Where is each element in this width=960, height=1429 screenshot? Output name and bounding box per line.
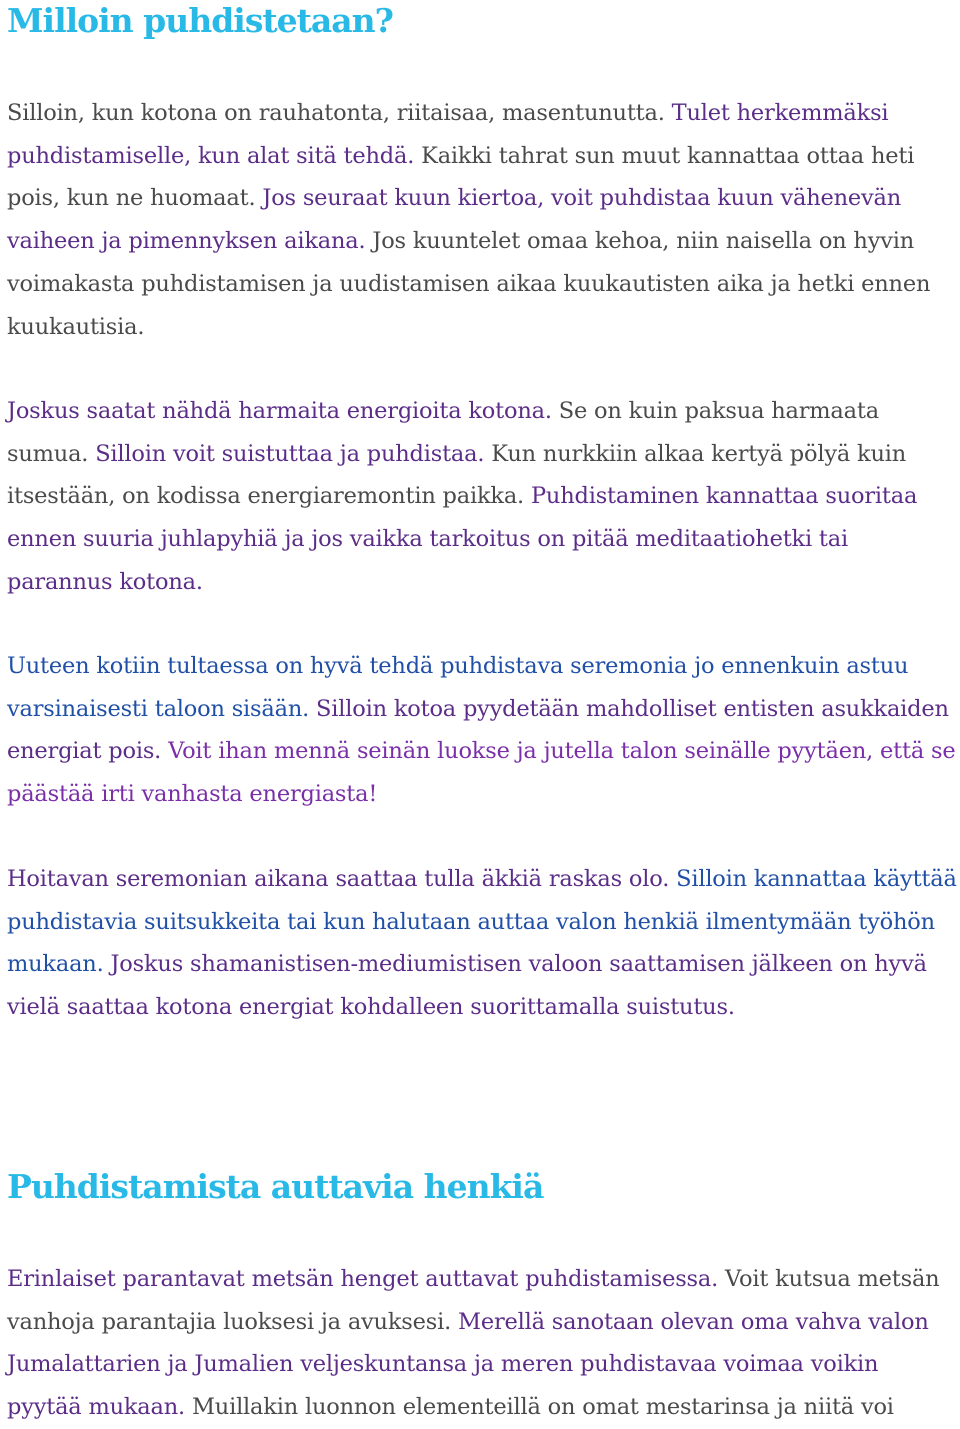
text-run: Joskus saatat nähdä harmaita energioita kotona. — [7, 398, 559, 424]
text-run: vanhoja parantajia luoksesi ja avuksesi. — [7, 1308, 458, 1335]
text-run: Voit kutsua metsän — [725, 1266, 940, 1292]
text-run: Jos seuraat kuun kiertoa, voit puhdistaa kuun vähenevän — [262, 185, 902, 212]
text-run: sumua. — [7, 440, 96, 467]
paragraph-line — [7, 433, 917, 476]
text-run: Joskus shamanistisen-mediumistisen valoon saattamisen jälkeen on hyvä — [110, 951, 927, 978]
text-run: Erinlaiset parantavat metsän henget auttavat puhdistamisessa. — [7, 1266, 726, 1292]
text-run: vielä saattaa kotona energiat kohdalleen suorittamalla suistutus. — [7, 994, 735, 1021]
text-run: Puhdistaminen kannattaa suoritaa — [530, 483, 918, 510]
text-run: Jumalattarien ja Jumalien veljeskuntansa ja meren puhdistavaa voimaa voikin — [7, 1351, 879, 1378]
text-run: Jos kuuntelet omaa kehoa, niin naisella on hyvin — [372, 228, 915, 255]
text-run: Silloin kotoa pyydetään mahdolliset entisten asukkaiden — [316, 695, 949, 722]
text-run: itsestään, on kodissa energiaremontin paikka. — [7, 483, 531, 510]
paragraph-line — [7, 135, 930, 178]
paragraph-line — [7, 645, 955, 688]
text-run: päästää irti vanhasta energiasta! — [7, 781, 378, 808]
paragraph-3 — [7, 645, 955, 816]
paragraph-line — [7, 220, 930, 263]
paragraph-line — [7, 773, 955, 816]
paragraph-line — [7, 943, 957, 986]
text-run: Kaikki tahrat sun muut kannattaa ottaa heti — [421, 142, 915, 169]
section-heading-puhdistamista: Puhdistamista auttavia henkiä — [7, 1167, 544, 1206]
text-run: Kun nurkkiin alkaa kertyä pölyä kuin — [491, 440, 907, 467]
paragraph-line — [7, 92, 930, 135]
paragraph-line — [7, 561, 917, 604]
text-run: Silloin voit suistuttaa ja puhdistaa. — [95, 440, 492, 467]
text-run: Uuteen kotiin tultaessa on hyvä tehdä puhdistava seremonia jo ennenkuin astuu — [7, 653, 909, 679]
text-run: Merellä sanotaan olevan oma vahva valon — [458, 1308, 929, 1335]
text-run: energiat pois. — [7, 738, 169, 765]
text-run: puhdistamiselle, kun alat sitä tehdä. — [7, 142, 422, 169]
text-run: Se on kuin paksua harmaata — [558, 398, 879, 424]
text-run: puhdistavia suitsukkeita tai kun halutaan auttaa valon henkiä ilmentymään työhön — [7, 908, 935, 935]
paragraph-5 — [7, 1258, 939, 1429]
paragraph-line — [7, 986, 957, 1029]
paragraph-line — [7, 901, 957, 944]
paragraph-1 — [7, 92, 930, 348]
paragraph-4 — [7, 858, 957, 1029]
text-run: Voit ihan mennä seinän luokse ja jutella talon seinälle pyytäen, että se — [168, 738, 956, 765]
paragraph-line — [7, 1301, 939, 1344]
text-run: pois, kun ne huomaat. — [7, 185, 263, 212]
text-run: voimakasta puhdistamisen ja uudistamisen aikaa kuukautisten aika ja hetki ennen — [7, 270, 931, 297]
paragraph-line — [7, 1343, 939, 1386]
text-run: Tulet herkemmäksi — [671, 100, 889, 126]
paragraph-line — [7, 390, 917, 433]
paragraph-line — [7, 688, 955, 731]
paragraph-2 — [7, 390, 917, 604]
text-run: Silloin, kun kotona on rauhatonta, riitaisaa, masentunutta. — [7, 100, 672, 126]
text-run: parannus kotona. — [7, 568, 203, 595]
text-run: Muillakin luonnon elementeillä on omat mestarinsa ja niitä voi — [191, 1394, 894, 1421]
paragraph-line — [7, 518, 917, 561]
text-run: kuukautisia. — [7, 313, 145, 340]
section-heading-milloin: Milloin puhdistetaan? — [7, 1, 393, 40]
text-run: mukaan. — [7, 951, 111, 978]
text-run: vaiheen ja pimennyksen aikana. — [7, 228, 373, 255]
paragraph-line — [7, 730, 955, 773]
paragraph-line — [7, 263, 930, 306]
paragraph-line — [7, 1258, 939, 1301]
text-run: Hoitavan seremonian aikana saattaa tulla äkkiä raskas olo. — [7, 866, 677, 892]
paragraph-line — [7, 306, 930, 349]
text-run: ennen suuria juhlapyhiä ja jos vaikka tarkoitus on pitää meditaatiohetki tai — [7, 526, 848, 553]
text-run: Silloin kannattaa käyttää — [676, 866, 957, 892]
text-run: pyytää mukaan. — [7, 1394, 192, 1421]
paragraph-line — [7, 475, 917, 518]
paragraph-line — [7, 858, 957, 901]
paragraph-line — [7, 177, 930, 220]
paragraph-line — [7, 1386, 939, 1429]
text-run: varsinaisesti taloon sisään. — [7, 695, 317, 722]
